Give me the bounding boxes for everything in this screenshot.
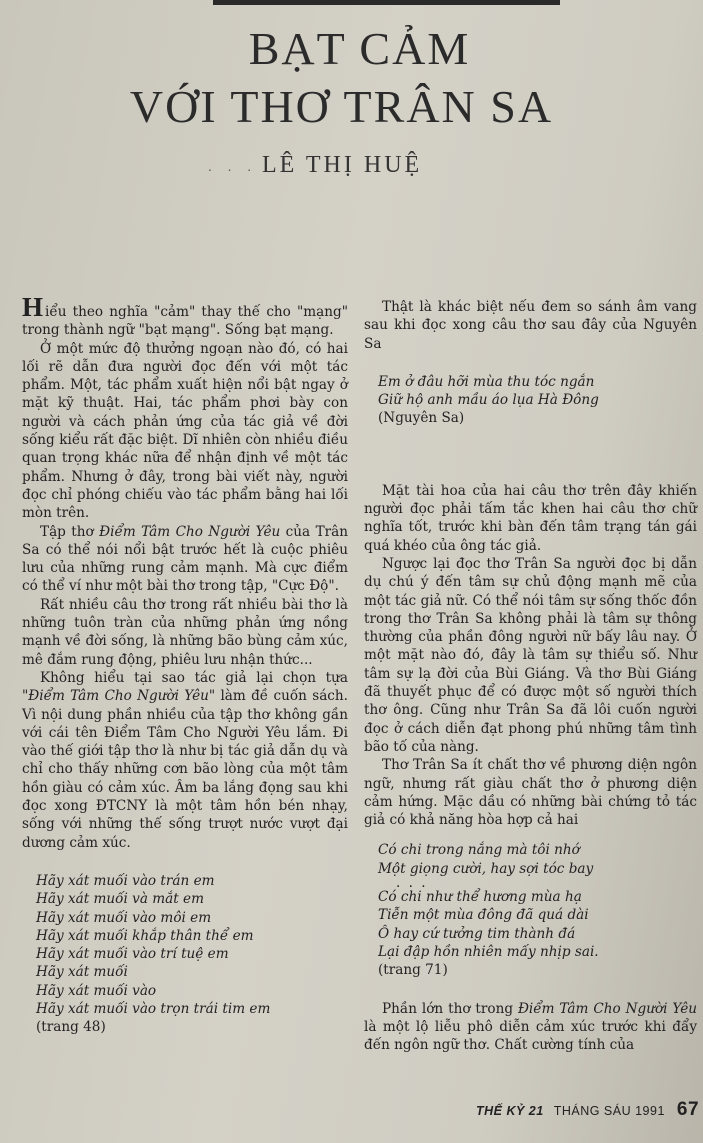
article-title-line-1: BẠT CẢM [248, 23, 471, 74]
paragraph: Thơ Trân Sa ít chất thơ về phương diện ngôn ngữ, nhưng rất giàu chất thơ ở phương diện cảm hứng. Mặc dầu có những bài chứng tỏ tác giả có khả năng hòa hợp cả hai [364, 757, 697, 829]
poem-line: Hãy xát muối vào môi em [36, 909, 212, 926]
poem-line: Giữ hộ anh mầu áo lụa Hà Đông [378, 392, 599, 409]
poem-reference: (trang 71) [378, 962, 448, 979]
poem-line: Em ở đâu hỡi mùa thu tóc ngắn [378, 373, 595, 390]
page-number: 67 [676, 1099, 700, 1120]
paragraph [364, 1000, 697, 1055]
paragraph: Rất nhiều câu thơ trong rất nhiều bài thơ là những tuôn tràn của những phản ứng nồng mạnh về đời sống, là những bão bùng cảm xúc, mê đắm rung động, phiêu lưu nhận thức... [22, 596, 348, 668]
paragraph [22, 292, 348, 340]
poem-line: Hãy xát muối vào trí tuệ em [36, 946, 229, 963]
paragraph [22, 523, 348, 596]
poem-line: Tiễn một mùa đông đã quá dài [378, 907, 589, 924]
paragraph: Thật là khác biệt nếu đem so sánh âm vang sau khi đọc xong câu thơ sau đây của Nguyên Sa [364, 299, 697, 352]
poem-reference: (trang 48) [36, 1019, 106, 1036]
paragraph: Ngược lại đọc thơ Trân Sa người đọc bị dẫn dụ chú ý đến tâm sự chủ động mạnh mẽ của một tác giả nữ. Có thể nói tâm sự sống thốc đồn trong thơ Trân Sa không phải là tâm sự thông thường của phần đông người nữ bấy lâu nay. Ở một mặt nào đó, đây là tâm sự thiểu số. Như tâm sự lạ đời của Bùi Giáng. Và thơ Bùi Giáng đã thuyết phục để có được một số người thích thơ ông. Cũng như Trân Sa đã lôi cuốn người đọc ở cách diễn đạt phong phú những tâm tình bão tố của nàng. [364, 555, 697, 755]
paragraph-text: Phần lớn thơ trong [382, 1000, 518, 1017]
magazine-name: THẾ KỶ 21 [476, 1104, 544, 1118]
poem-line: Hãy xát muối khắp thân thể em [36, 927, 254, 944]
poem-line: Ô hay cứ tưởng tim thành đá [378, 925, 576, 942]
page-footer [476, 1099, 699, 1121]
book-title: Điểm Tâm Cho Người Yêu [99, 523, 281, 540]
poem-line: Hãy xát muối và mắt em [36, 891, 204, 908]
poem-excerpt [22, 872, 348, 1037]
left-column [22, 292, 349, 1037]
paragraph-text: Tập thơ [40, 523, 100, 540]
author-byline: LÊ THỊ HUỆ [262, 152, 423, 178]
poem-line: Có chi như thể hương mùa hạ [378, 889, 582, 906]
top-rule [213, 0, 560, 5]
book-title: Điểm Tâm Cho Người Yêu [517, 1000, 697, 1017]
poem-excerpt [364, 373, 697, 428]
poem-line: Lại đập hồn nhiên mấy nhịp sai. [378, 943, 599, 960]
poem-line: Hãy xát muối [36, 964, 128, 981]
poem-line: Một giọng cười, hay sợi tóc bay [378, 860, 594, 877]
poem-reference: (Nguyên Sa) [378, 410, 465, 427]
poem-excerpt [364, 841, 697, 979]
drop-cap: H [22, 292, 44, 322]
paragraph-text: " làm đề cuốn sách. Vì nội dung phần nhiều của tập thơ không gần với cái tên Điểm Tâm Cho Người Yêu lắm. Đi vào thế giới tập thơ là như bị tác giả dẫn dụ và chỉ cho thấy những cơn bão lòng của một tâm hồn giàu có cảm xúc. Âm ba lắng đọng sau khi đọc xong ĐTCNY là một tâm hồn bén nhạy, sống với những thế sống trượt nước vượt đại dương cảm xúc. [22, 688, 348, 851]
poem-line: Hãy xát muối vào [36, 982, 157, 999]
paragraph-text: Không hiểu tại sao tác giả lại chọn tựa " [22, 669, 348, 705]
title-dots: . . . [208, 160, 258, 174]
article-title-line-2: VỚI THƠ TRÂN SA [129, 81, 554, 132]
poem-line: Hãy xát muối vào trọn trái tim em [36, 1000, 271, 1017]
paragraph [22, 669, 348, 852]
paragraph-text: iểu theo nghĩa "cảm" thay thế cho "mạng" trong thành ngữ "bạt mạng". Sống bạt mạng. [22, 304, 348, 339]
paragraph: Ở một mức độ thưởng ngoạn nào đó, có hai lối rẽ dẫn đưa người đọc đến với một tác phẩm. Một, tác phẩm xuất hiện nổi bật ngay ở mặt kỹ thuật. Hai, tác phẩm phơi bày con người và cách phản ứng của tác giả về đời sống kiểu rất đặc biệt. Dĩ nhiên còn nhiều điều quan trọng khác nữa để nhận định về một tác phẩm. Nhưng ở đây, trong bài viết này, người đọc chỉ phóng chiếu vào tác phẩm bằng hai lối mòn trên. [22, 340, 348, 522]
book-title: Điểm Tâm Cho Người Yêu [28, 688, 209, 705]
poem-line: Hãy xát muối vào trán em [36, 872, 215, 889]
paragraph: Mặt tài hoa của hai câu thơ trên đây khiến người đọc phải tấm tắc khen hai câu thơ chữ nghĩa tốt, trước khi bàn đến tâm trạng tán gái quá khéo của ông tác giả. [364, 482, 697, 554]
poem-line: Có chi trong nắng mà tôi nhớ [378, 842, 580, 859]
poem-separator: . . . [396, 875, 428, 892]
paragraph-text: của Trân Sa có thể nói nổi bật trước hết là cuộc phiêu lưu của những rung cảm mạnh. Mà cực điểm có thể ví như một bài thơ trong tập, "Cực Độ". [22, 523, 349, 595]
right-column [364, 298, 697, 1054]
issue-date: THÁNG SÁU 1991 [553, 1104, 665, 1118]
paragraph-text: là một lộ liễu phô diễn cảm xúc trước khi đẩy đến ngôn ngữ thơ. Chất cường tính của [364, 1018, 697, 1054]
